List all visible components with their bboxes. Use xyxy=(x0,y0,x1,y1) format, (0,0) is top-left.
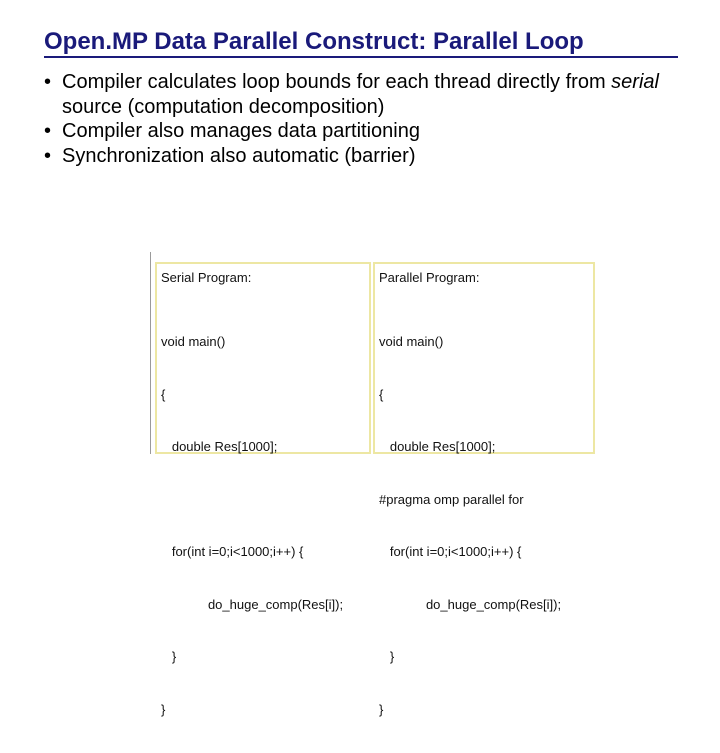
bullet-list xyxy=(44,70,684,168)
bullet-symbol: • xyxy=(44,144,52,167)
code-line: for(int i=0;i<1000;i++) { xyxy=(161,544,304,559)
code-line: #pragma omp parallel for xyxy=(379,491,524,507)
bullet-symbol: • xyxy=(44,120,52,142)
code-line: } xyxy=(379,701,384,717)
code-line: do_huge_comp(Res[i]); xyxy=(161,596,344,612)
bullet-item xyxy=(44,70,684,119)
code-line: do_huge_comp(Res[i]); xyxy=(379,596,562,612)
code-line: double Res[1000]; xyxy=(379,439,496,454)
bullet-symbol: • xyxy=(44,71,52,93)
code-line: { xyxy=(379,386,384,402)
serial-program-heading: Serial Program: xyxy=(161,270,252,285)
parallel-program-heading: Parallel Program: xyxy=(379,270,480,285)
code-line: for(int i=0;i<1000;i++) { xyxy=(379,544,522,559)
parallel-program-panel xyxy=(373,262,595,717)
bullet-text: Compiler also manages data partitioning xyxy=(62,120,420,142)
code-line: } xyxy=(161,649,177,664)
serial-program-panel xyxy=(155,262,371,717)
bullet-text: Compiler calculates loop bounds for each thread directly from serial source (computation decomposition) xyxy=(62,71,659,118)
code-line: void main() xyxy=(379,334,444,349)
bullet-item xyxy=(44,119,684,144)
code-line: } xyxy=(379,649,395,664)
bullet-item xyxy=(44,144,684,169)
code-line: double Res[1000]; xyxy=(161,439,278,454)
parallel-program-code xyxy=(379,298,561,753)
code-line: { xyxy=(161,386,166,402)
code-line: void main() xyxy=(161,334,226,349)
code-line: } xyxy=(161,701,166,717)
code-comparison xyxy=(150,252,597,717)
code-line xyxy=(161,491,343,509)
slide-title: Open.MP Data Parallel Construct: Parallel Loop xyxy=(44,28,678,58)
bullet-text: Synchronization also automatic (barrier) xyxy=(62,144,416,167)
serial-program-code xyxy=(161,298,343,753)
